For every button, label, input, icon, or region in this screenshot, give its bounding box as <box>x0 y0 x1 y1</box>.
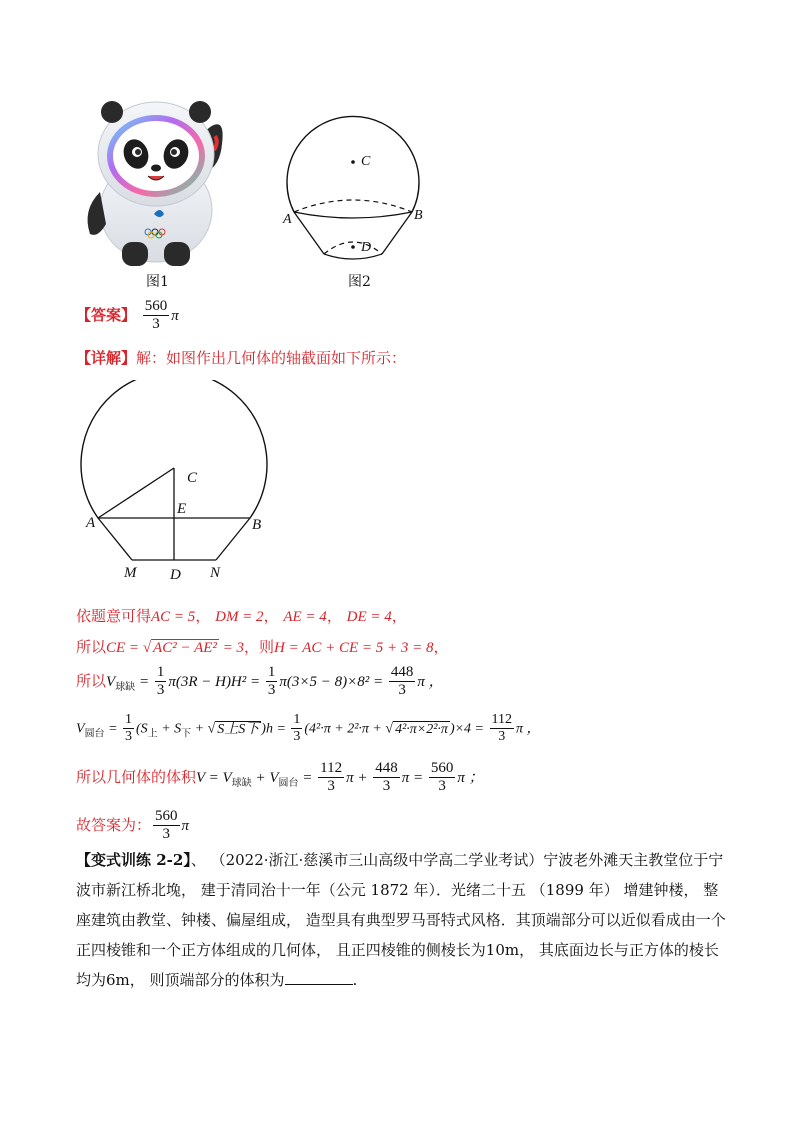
figure-2-diagram <box>276 92 432 267</box>
figure-2-caption: 图2 <box>348 274 371 290</box>
answer-label: 【答案】 <box>76 305 137 324</box>
diagram-label-C: C <box>187 470 198 486</box>
solution-line-4: $V_{圆台}$ = $\frac{1}{3}$ ($S_上 + S_下$ + √ S上S下 )h = $\frac{1}{3}$ (4²·π + 2²·π + √ 4²·π×2²·π )×4 = $\frac{112}{3}$ π ， <box>76 712 541 745</box>
diagram-label-M: M <box>124 565 137 581</box>
fig2-label-D: D <box>361 240 372 255</box>
diagram-label-D: D <box>170 567 181 583</box>
fig2-label-A: A <box>283 212 292 227</box>
diagram-label-A: A <box>86 515 96 531</box>
exercise-text: 、 （2022·浙江·慈溪市三山高级中学高二学业考试）宁波老外滩天主教堂位于宁波市新江桥北堍， 建于清同治十一年（公元 1872 年）．光绪二十五 （1899 年） 增建钟楼， 整座建筑由教堂、钟楼、偏屋组成， 造型具有典型罗马哥特式风格．其顶端部分可以近似看成由一个正四棱锥和一个正方体组成的几何体， 且正四棱锥的侧棱长为10m， 其底面边长与正方体的棱长均为6m， 则顶端部分的体积为 <box>76 851 726 989</box>
answer-line <box>76 298 179 334</box>
answer-fraction: $\frac{560}{3}$ <box>144 298 168 333</box>
figure-1-caption: 图1 <box>146 274 169 290</box>
fig2-label-C: C <box>361 154 371 169</box>
fig2-label-B: B <box>414 208 423 223</box>
diagram-label-E: E <box>177 501 187 517</box>
diagram-label-N: N <box>210 565 221 581</box>
solution-line-3: 所以$V_{球缺}$ = $\frac{1}{3}$ π(3R − H)H² = $\frac{1}{3}$ π(3×5 − 8)×8² = $\frac{448}{3}$ π ， <box>76 664 444 699</box>
figure-1-mascot <box>76 92 236 272</box>
answer-blank[interactable] <box>285 968 353 985</box>
final-answer-line: 故答案为： $\frac{560}{3}$ π <box>76 808 190 843</box>
diagram-label-B: B <box>252 517 262 533</box>
mascot-illustration <box>76 92 236 272</box>
solution-intro <box>76 347 406 368</box>
solution-line-1: 依题意可得AC = 5， DM = 2， AE = 4， DE = 4， <box>76 607 407 625</box>
solution-label: 【详解】 <box>76 349 137 367</box>
exercise-paragraph: 【变式训练 2-2】、 （2022·浙江·慈溪市三山高级中学高二学业考试）宁波老外滩天主教堂位于宁波市新江桥北堍， 建于清同治十一年（公元 1872 年）．光绪二十五 （1899 年） 增建钟楼， 整座建筑由教堂、钟楼、偏屋组成， 造型具有典型罗马哥特式风格．其顶端部分可以近似看成由一个正四棱锥和一个正方体组成的几何体， 且正四棱锥的侧棱长为10m， 其底面边长与正方体的棱长均为6m， 则顶端部分的体积为 . <box>76 851 726 989</box>
solution-line-5: 所以几何体的体积$V = V_{球缺} + V_{圆台}$ = $\frac{112}{3}$ π + $\frac{448}{3}$ π = $\frac{560}{3}$ π ； <box>76 760 484 795</box>
answer-pi: π <box>171 307 179 324</box>
solution-line-2: 所以CE = √ AC² − AE² = 3，则H = AC + CE = 5 + 3 = 8， <box>76 638 449 656</box>
sphere-frustum-diagram <box>276 92 432 267</box>
cross-section-diagram <box>80 380 280 585</box>
solution-intro-text: 解：如图作出几何体的轴截面如下所示： <box>136 349 407 367</box>
exercise-label: 【变式训练 2-2】 <box>76 851 191 869</box>
